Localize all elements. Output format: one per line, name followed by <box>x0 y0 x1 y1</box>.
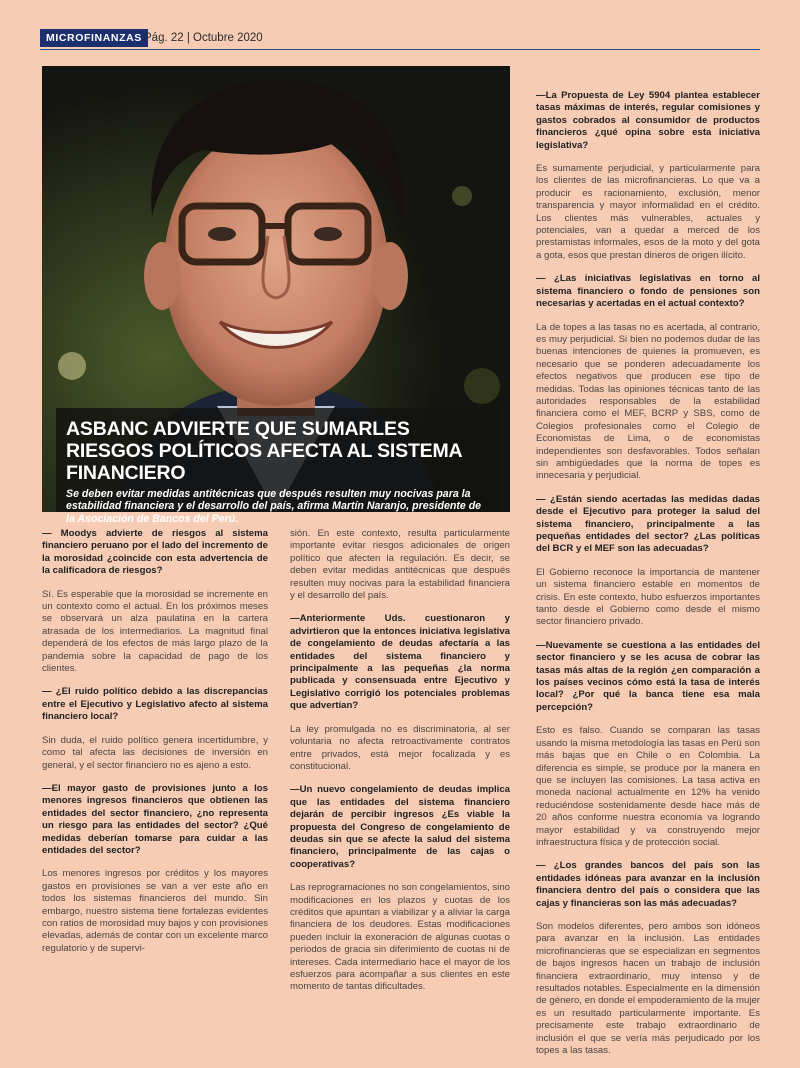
page-header <box>40 26 760 50</box>
answer: Sin duda, el ruido político genera incertidumbre, y como tal afecta las decisiones de inversión en general, y el sector financiero no es ajeno a esto. <box>42 734 268 771</box>
question: — ¿Están siendo acertadas las medidas dadas desde el Ejecutivo para proteger la salud del sistema financiero, principalmente a las pequeñas entidades del sector? ¿Las políticas del BCR y el MEF son las adecuadas? <box>536 493 760 555</box>
question: —Nuevamente se cuestiona a las entidades del sector financiero y se les acusa de cobrar las tasas más altas de la región ¿en comparación a los países vecinos cómo está la tasa de interés local? ¿Por qué la banca tiene esa mala percepción? <box>536 639 760 713</box>
headline-box <box>56 408 500 525</box>
question: — Moodys advierte de riesgos al sistema financiero peruano por el lado del incremento de la morosidad ¿coincide con esta advertencia de la calificadora de riesgos? <box>42 528 268 577</box>
answer: Esto es falso. Cuando se comparan las tasas usando la misma metodología las tasas en Perú son más bajas que en Chile o en Colombia. La diferencia es simple, se produce por la manera en que se incluyen las comisiones. La tasa activa en moneda nacional actualmente en 12% ha venido reduciéndose sostenidamente desde hace más de 20 años conforme nuestra economía va logrando mayor estabilidad y va construyendo mejor infraestructura física y de protección social. <box>536 725 760 848</box>
brand-logo: MICROFINANZAS <box>40 29 148 47</box>
answer: La de topes a las tasas no es acertada, al contrario, es muy perjudicial. Si bien no podemos dudar de las buenas intenciones de quienes la promueven, es necesario que se ponderen adecuadamente los efectos negativos que producen ese tipo de medidas. Todas las opiniones técnicas tanto de las autoridades responsables de la estabilidad financiera como el MEF, BCRP y SBS, como de Colegios profesionales como el Colegio de Economistas de Lima, o de economistas independientes son desfavorables. Todos señalan sin ambigüedades que la norma de topes es innecesaria y perjudicial. <box>536 321 760 482</box>
question: —Anteriormente Uds. cuestionaron y advirtieron que la entonces iniciativa legislativa de congelamiento de deudas afectaría a las entidades del sistema financiero y principalmente a las pequeñas ¿la norma publicada y consensuada entre Ejecutivo y Legislativo corrigió los potenciales problemas que advertían? <box>290 613 510 712</box>
answer: Las reprogramaciones no son congelamientos, sino modificaciones en los plazos y cuotas de los créditos que apuntan a viabilizar y a aliviar la carga financiera de los deudores. Estas modificaciones pueden incluir la exoneración de algunas cuotas o periodos de gracia sin diferimiento de cuotas ni de intereses. Cada intermediario hace el mayor de los esfuerzos para acompañar a sus clientes en este momento de tantas dificultades. <box>290 882 510 993</box>
answer: Los menores ingresos por créditos y los mayores gastos en provisiones se van a ver este año en todos los sistemas financieros del mundo. Sin embargo, nuestro sistema tiene fortalezas evidentes con ratios de morosidad muy bajos y con provisiones elevadas, además de contar con un excelente marco regulatorio y de supervi- <box>42 868 268 954</box>
question: — ¿Los grandes bancos del país son las entidades idóneas para avanzar en la inclusión financiera dentro del país o considera que las cajas y financieras son las más adecuadas? <box>536 860 760 909</box>
question: —Un nuevo congelamiento de deudas implica que las entidades del sistema financiero dejarán de percibir ingresos ¿Es viable la propuesta del Congreso de congelamiento de deudas sin que se afecte la salud del sistema financiero, principalmente de las cajas o cooperativas? <box>290 784 510 870</box>
text-column-3 <box>536 90 760 1068</box>
article-title: ASBANC ADVIERTE QUE SUMARLES RIESGOS POLÍTICOS AFECTA AL SISTEMA FINANCIERO <box>66 418 462 484</box>
page-info: Pág. 22 | Octubre 2020 <box>144 32 263 44</box>
answer: Sí. Es esperable que la morosidad se incremente en un contexto como el actual. En los próximos meses se observará un alza paulatina en la cartera atrasada de los intermediarios. La magnitud final dependerá de los efectos de más largo plazo de la pandemia sobre la capacidad de pago de los clientes. <box>42 588 268 675</box>
text-column-1 <box>42 528 268 966</box>
article-subtitle: Se deben evitar medidas antitécnicas que después resulten muy nocivas para la estabilidad financiera y el desarrollo del país, afirma Martín Naranjo, presidente de la Asociación de Bancos del Perú. <box>66 488 482 525</box>
question: —El mayor gasto de provisiones junto a los menores ingresos financieros que obtienen las entidades del sector financiero, ¿no representa un riesgo para las entidades del sector? ¿Qué medidas deberían tomarse para cuidar a las entidades del sector? <box>42 782 268 856</box>
answer: Son modelos diferentes, pero ambos son idóneos para avanzar en la inclusión. Las entidades microfinancieras que se especializan en segmentos de bajos ingresos hacen un trabajo de inclusión financiera extraordinario, muy intenso y de resultados notables. Especialmente en la dimensión de género, en donde el empoderamiento de la mujer es un resultado particularmente importante. Es precisamente este trabajo extraordinario de inclusión el que se vería más perjudicado por los topes a las tasas. <box>536 920 760 1057</box>
answer: La ley promulgada no es discriminatoria, al ser voluntaria no afecta retroactivamente contratos entre privados, está mejor focalizada y es constitucional. <box>290 723 510 772</box>
answer: El Gobierno reconoce la importancia de mantener un sistema financiero estable en momentos de crisis. En este contexto, hubo esfuerzos importantes tanto desde el Gobierno como desde el mismo sector financiero privado. <box>536 566 760 628</box>
question: —La Propuesta de Ley 5904 plantea establecer tasas máximas de interés, regular comisiones y gastos cobrados al consumidor de productos financieros ¿qué opina sobre esta iniciativa legislativa? <box>536 90 760 151</box>
answer: Es sumamente perjudicial, y particularmente para los clientes de las microfinancieras. Lo que va a producir es racionamiento, exclusión, menor transparencia y mayor informalidad en el crédito. Los clientes más vulnerables, actuales y potenciales, van a quedar a merced de los prestamistas informales, esos de la moto y del gota a gota, esos que prestan dineros de origen ilícito. <box>536 163 760 261</box>
answer: sión. En este contexto, resulta particularmente importante evitar riesgos adicionales de origen político que afecten la regulación. Es decir, se deben evitar medidas antitécnicas que después resulten muy nocivas para la estabilidad financiera y el desarrollo del país. <box>290 528 510 602</box>
text-column-2 <box>290 528 510 1005</box>
question: — ¿El ruido político debido a las discrepancias entre el Ejecutivo y Legislativo afecto al sistema financiero local? <box>42 686 268 723</box>
question: — ¿Las iniciativas legislativas en torno al sistema financiero o fondo de pensiones son necesarias y acertadas en el actual contexto? <box>536 273 760 310</box>
